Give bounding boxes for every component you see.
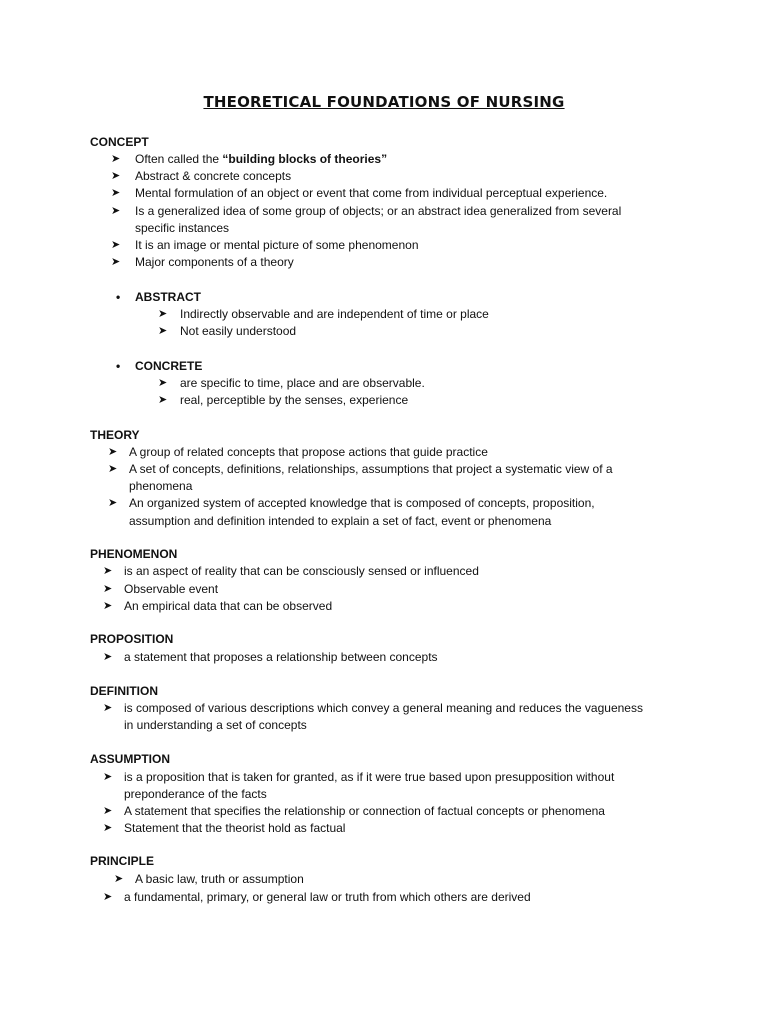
abstract-item-2: Not easily understood [180,324,297,338]
concept-item-1 [135,151,695,168]
phenomenon-item-3: An empirical data that can be observed [124,599,333,613]
bullet-icon: • [116,359,121,373]
heading-abstract: ABSTRACT [135,290,201,304]
heading-definition: DEFINITION [90,684,158,698]
concept-item-4-line2: specific instances [135,221,230,235]
arrow-icon: ➤ [111,239,121,251]
heading-phenomenon: PHENOMENON [90,547,178,561]
definition-item-1-line2: in understanding a set of concepts [124,718,307,732]
heading-concept: CONCEPT [90,135,149,149]
concrete-item-1: are specific to time, place and are observable. [180,376,425,390]
concept-item-2: Abstract & concrete concepts [135,169,292,183]
concept-item-5: It is an image or mental picture of some phenomenon [135,238,419,252]
arrow-icon: ➤ [111,256,121,268]
proposition-item-1: a statement that proposes a relationship between concepts [124,650,438,664]
theory-item-3-line1: An organized system of accepted knowledge that is composed of concepts, proposition, [129,496,595,510]
arrow-icon: ➤ [103,583,113,595]
theory-item-2-line1: A set of concepts, definitions, relationships, assumptions that project a systematic view of a [129,462,613,476]
theory-item-2-line2: phenomena [129,479,193,493]
abstract-item-1: Indirectly observable and are independent of time or place [180,307,489,321]
assumption-item-1-line1: is a proposition that is taken for granted, as if it were true based upon presupposition without [124,770,615,784]
arrow-icon: ➤ [103,891,113,903]
document-title: THEORETICAL FOUNDATIONS OF NURSING [203,93,565,111]
arrow-icon: ➤ [108,446,118,458]
assumption-item-1-line2: preponderance of the facts [124,787,267,801]
arrow-icon: ➤ [103,805,113,817]
heading-theory: THEORY [90,428,140,442]
bullet-icon: • [116,290,121,304]
assumption-item-3: Statement that the theorist hold as factual [124,821,346,835]
phenomenon-item-1: is an aspect of reality that can be consciously sensed or influenced [124,564,479,578]
arrow-icon: ➤ [103,702,113,714]
arrow-icon: ➤ [158,308,168,320]
concept-item-1-bold: “building blocks of theories” [222,152,388,166]
arrow-icon: ➤ [111,153,121,165]
arrow-icon: ➤ [111,187,121,199]
principle-item-2: a fundamental, primary, or general law or truth from which others are derived [124,890,531,904]
phenomenon-item-2: Observable event [124,582,219,596]
heading-principle: PRINCIPLE [90,854,155,868]
arrow-icon: ➤ [103,600,113,612]
arrow-icon: ➤ [111,170,121,182]
arrow-icon: ➤ [114,873,124,885]
concept-item-6: Major components of a theory [135,255,294,269]
arrow-icon: ➤ [111,205,121,217]
arrow-icon: ➤ [158,377,168,389]
arrow-icon: ➤ [108,463,118,475]
concept-item-3: Mental formulation of an object or event that come from individual perceptual experience. [135,186,608,200]
concept-item-1-text: Often called the [135,152,223,166]
principle-item-1: A basic law, truth or assumption [135,872,304,886]
assumption-item-2: A statement that specifies the relationship or connection of factual concepts or phenomena [124,804,605,818]
heading-proposition: PROPOSITION [90,632,174,646]
definition-item-1-line1: is composed of various descriptions which convey a general meaning and reduces the vagueness [124,701,643,715]
arrow-icon: ➤ [108,497,118,509]
theory-item-3-line2: assumption and definition intended to explain a set of fact, event or phenomena [129,514,552,528]
arrow-icon: ➤ [103,565,113,577]
concrete-item-2: real, perceptible by the senses, experience [180,393,409,407]
arrow-icon: ➤ [103,771,113,783]
heading-assumption: ASSUMPTION [90,752,171,766]
heading-concrete: CONCRETE [135,359,203,373]
concept-item-4-line1: Is a generalized idea of some group of objects; or an abstract idea generalized from several [135,204,622,218]
arrow-icon: ➤ [103,822,113,834]
arrow-icon: ➤ [158,325,168,337]
arrow-icon: ➤ [158,394,168,406]
theory-item-1: A group of related concepts that propose actions that guide practice [129,445,488,459]
arrow-icon: ➤ [103,651,113,663]
